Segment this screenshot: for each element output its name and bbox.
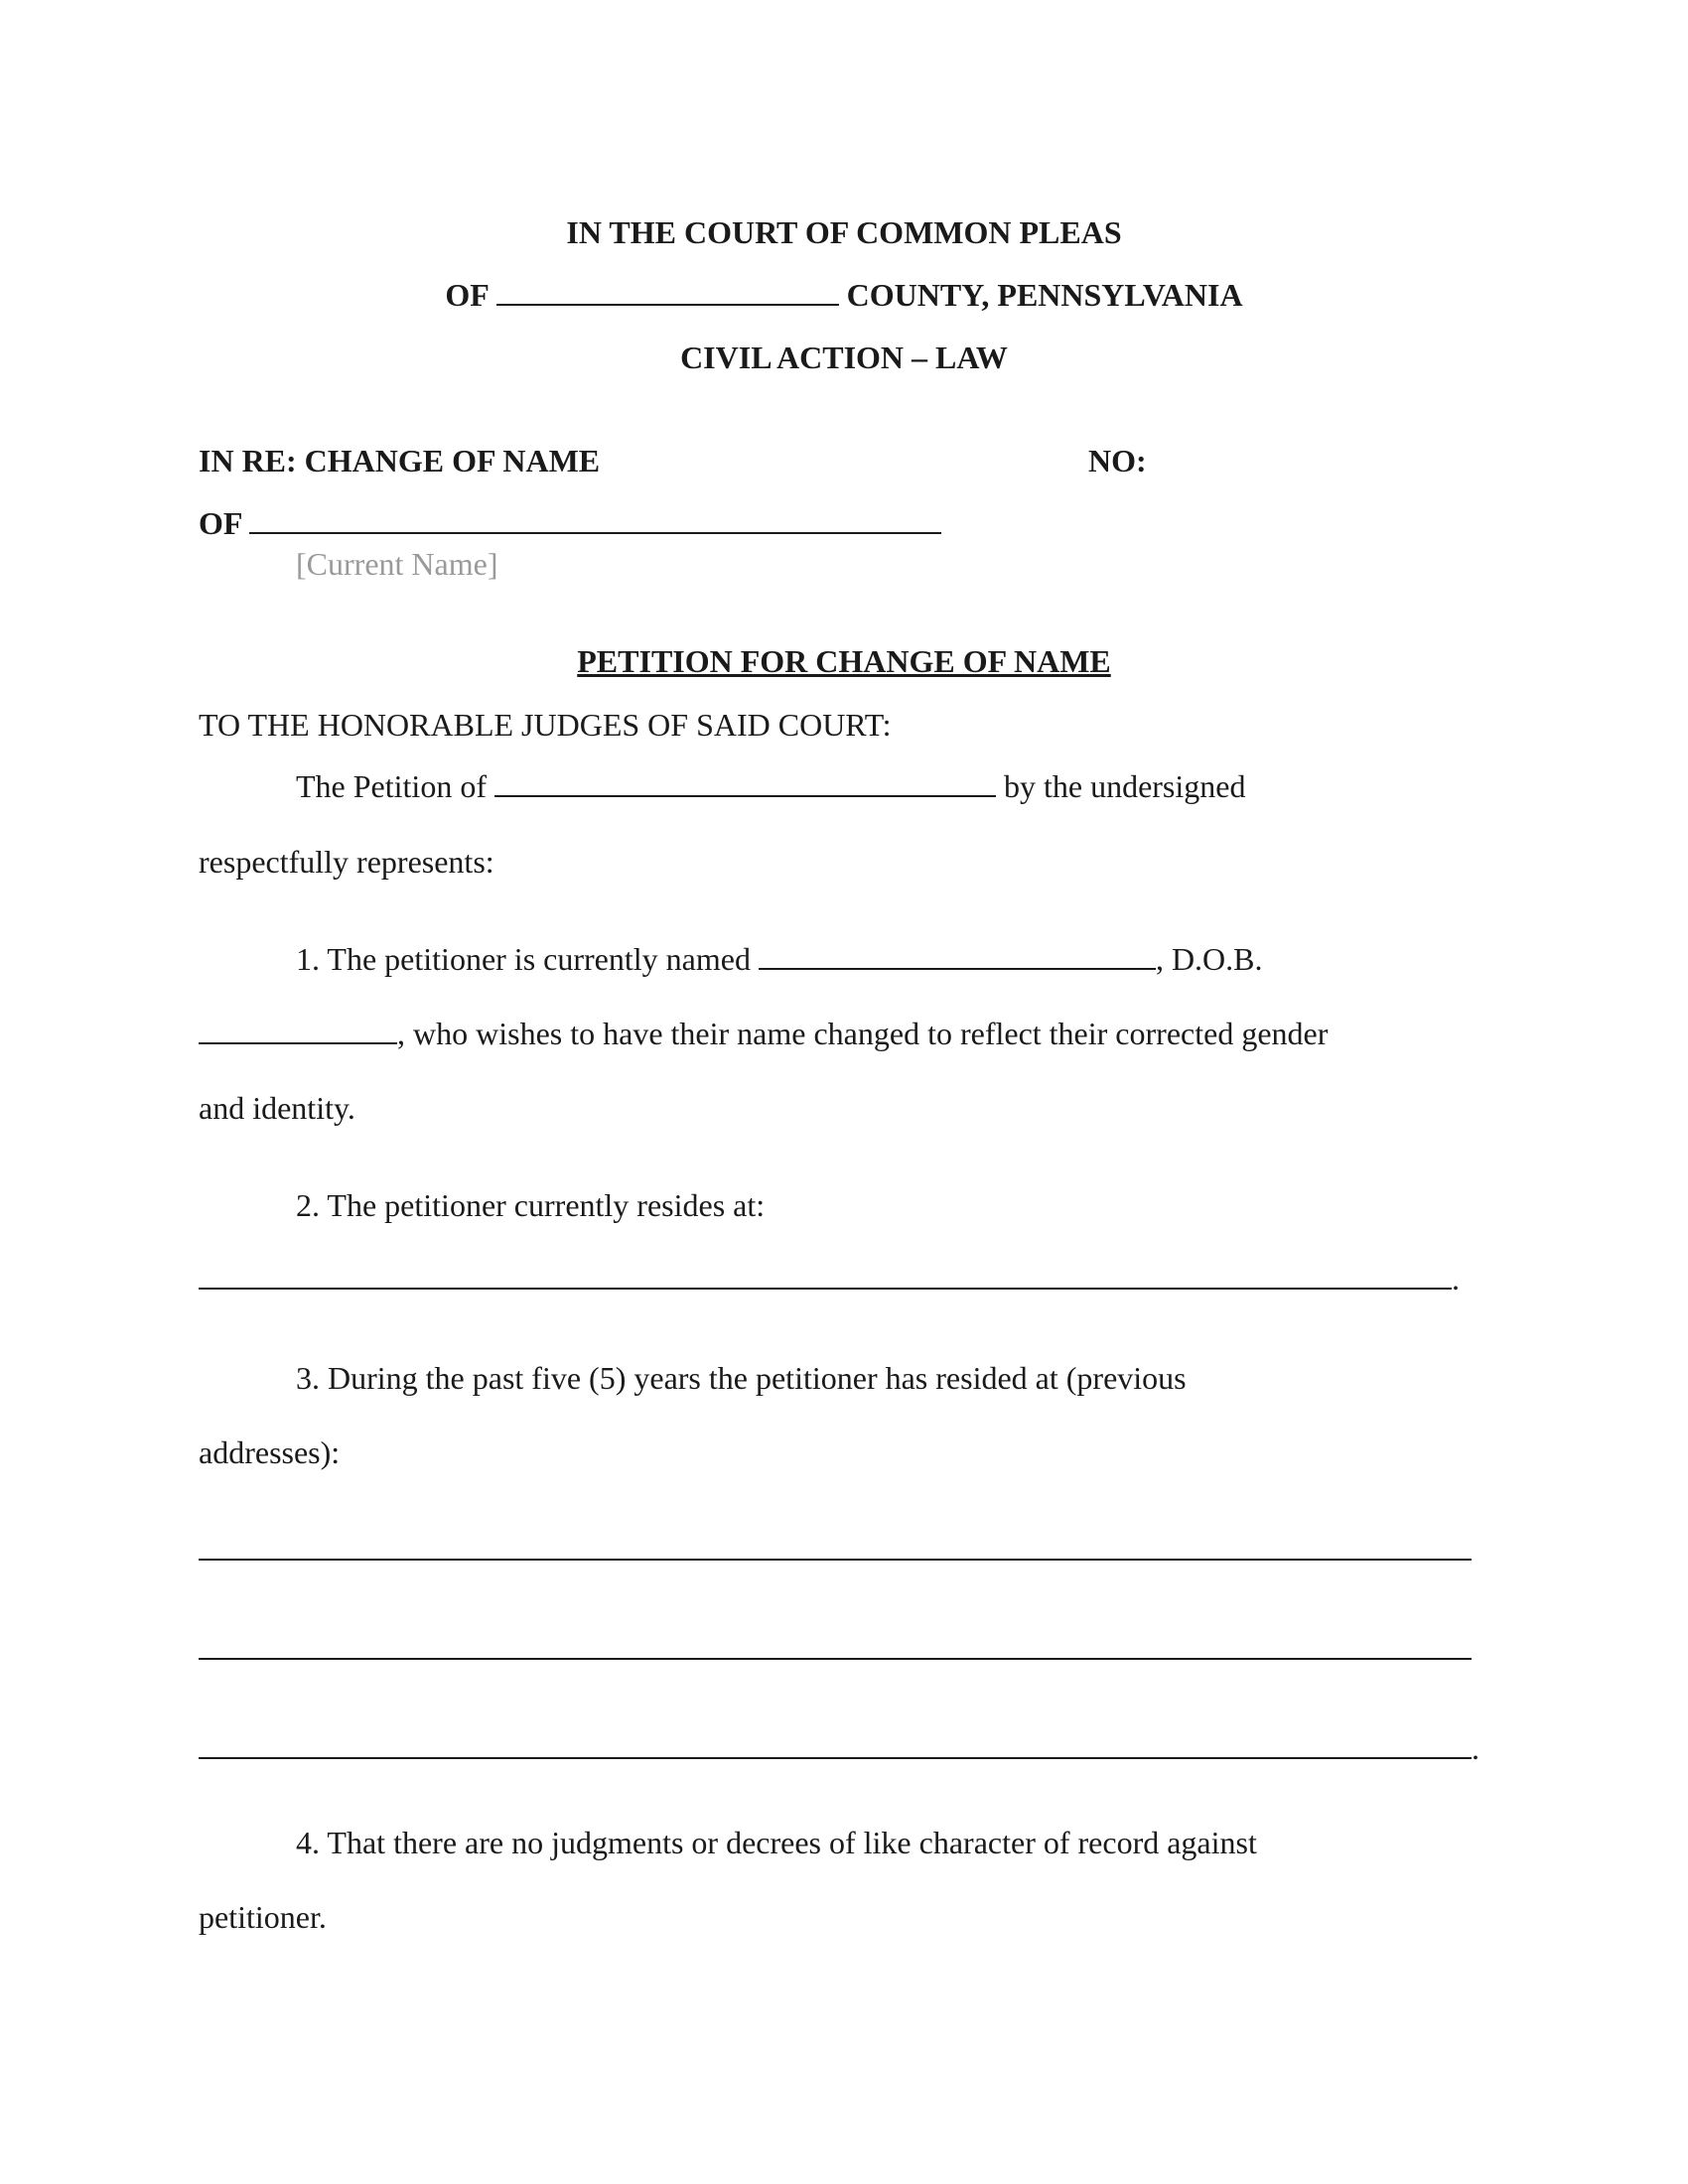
- previous-address-field-1[interactable]: [199, 1535, 1472, 1561]
- case-number-label: NO:: [1088, 443, 1147, 478]
- county-line: OF COUNTY, PENNSYLVANIA: [445, 277, 1243, 313]
- action-type: CIVIL ACTION – LAW: [680, 340, 1008, 375]
- previous-address-line-3: .: [199, 1732, 1479, 1764]
- previous-address-field-3[interactable]: [199, 1733, 1472, 1759]
- petition-title: PETITION FOR CHANGE OF NAME: [577, 643, 1111, 679]
- paragraph-2: 2. The petitioner currently resides at:: [296, 1187, 766, 1223]
- paragraph-1-line-2: , who wishes to have their name changed to reflect their corrected gender: [199, 1018, 1328, 1049]
- intro-line: The Petition of by the undersigned: [296, 768, 1246, 804]
- petitioner-name-blank[interactable]: [494, 771, 996, 797]
- intro-continuation: respectfully represents:: [199, 844, 494, 880]
- previous-address-field-2[interactable]: [199, 1634, 1472, 1660]
- previous-address-line-1: [199, 1534, 1472, 1566]
- paragraph-3-line-2: addresses):: [199, 1434, 341, 1470]
- current-name-blank[interactable]: [249, 508, 941, 534]
- current-name-hint: [Current Name]: [296, 546, 498, 582]
- current-name-field[interactable]: [759, 944, 1156, 970]
- paragraph-1-line-1: 1. The petitioner is currently named , D.O.B.: [296, 941, 1263, 977]
- dob-field[interactable]: [199, 1019, 397, 1044]
- current-address-line: .: [199, 1263, 1460, 1295]
- paragraph-3-line-1: 3. During the past five (5) years the petitioner has resided at (previous: [296, 1360, 1187, 1396]
- paragraph-4-line-1: 4. That there are no judgments or decrees of like character of record against: [296, 1825, 1257, 1860]
- paragraph-1-line-3: and identity.: [199, 1090, 355, 1126]
- county-blank[interactable]: [496, 280, 839, 306]
- salutation: TO THE HONORABLE JUDGES OF SAID COURT:: [199, 707, 892, 743]
- previous-address-line-2: [199, 1633, 1472, 1665]
- of-current-name-line: OF: [199, 507, 941, 539]
- court-title: IN THE COURT OF COMMON PLEAS: [566, 214, 1122, 250]
- in-re-label: IN RE: CHANGE OF NAME: [199, 443, 601, 478]
- current-address-field[interactable]: [199, 1264, 1452, 1290]
- paragraph-4-line-2: petitioner.: [199, 1899, 327, 1935]
